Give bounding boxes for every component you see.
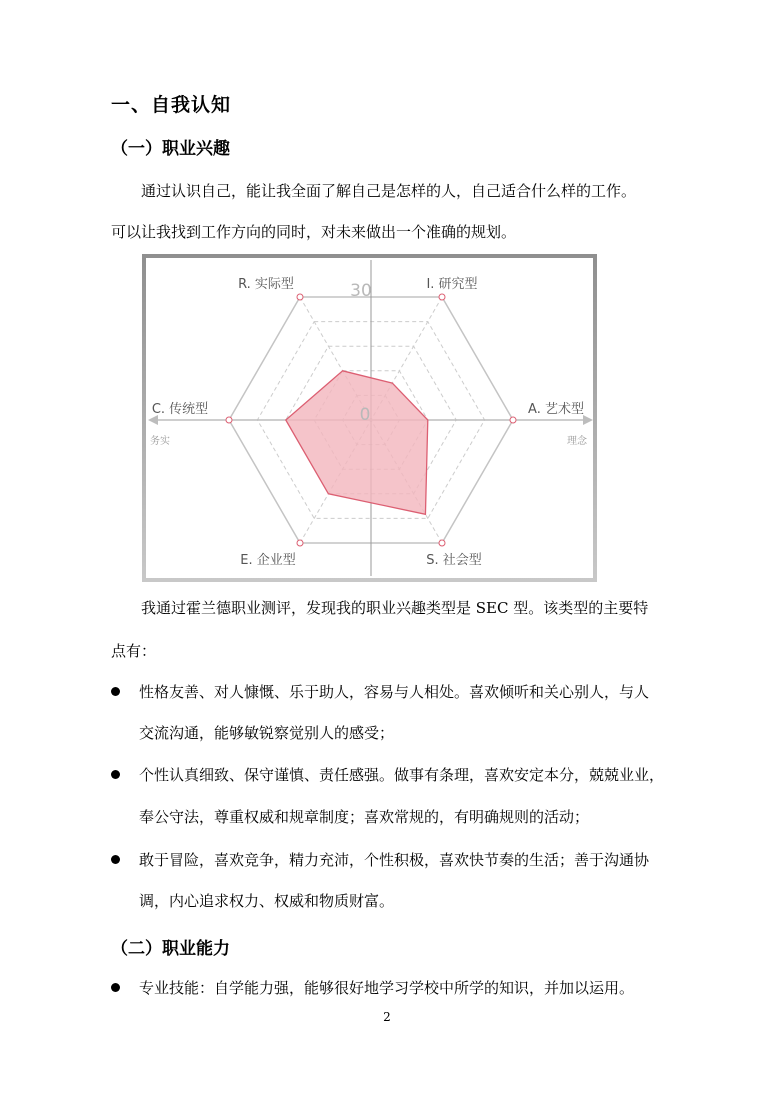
bullet-dot-2	[111, 770, 120, 779]
bullet-dot-1	[111, 687, 120, 696]
bullet-text-1-line1: 性格友善、对人慷慨、乐于助人，容易与人相处。喜欢倾听和关心别人，与人	[139, 683, 650, 701]
subsection-title-ability: （二）职业能力	[111, 939, 230, 959]
right-axis-label: 理念	[567, 436, 587, 447]
scale-max-label: 30	[350, 281, 372, 301]
bullet-text-2-line2: 奉公守法，尊重权威和规章制度；喜欢常规的，有明确规则的活动；	[139, 808, 590, 826]
section-title: 一、自我认知	[111, 94, 232, 116]
bullet-dot-4	[111, 983, 120, 992]
bullet-dot-3	[111, 855, 120, 864]
vertex-dot-5	[297, 540, 303, 546]
vertex-dot-4	[439, 540, 445, 546]
subsection-title-interest: （一）职业兴趣	[111, 139, 230, 159]
vertex-dot-6	[226, 417, 232, 423]
axis-label-s: S. 社会型	[426, 553, 482, 568]
holland-radar-chart	[142, 254, 597, 582]
bullet-text-3-line1: 敢于冒险，喜欢竞争，精力充沛，个性积极，喜欢快节奏的生活；善于沟通协	[139, 851, 650, 869]
left-axis-label: 务实	[150, 436, 170, 447]
axis-label-a: A. 艺术型	[528, 402, 584, 417]
axis-label-i: I. 研究型	[426, 277, 478, 292]
intro-paragraph-line1: 通过认识自己，能让我全面了解自己是怎样的人，自己适合什么样的工作。	[141, 182, 637, 200]
vertex-dot-2	[439, 294, 445, 300]
axis-label-r: R. 实际型	[238, 277, 294, 292]
axis-label-c: C. 传统型	[151, 402, 209, 417]
intro-paragraph-line2: 可以让我找到工作方向的同时，对未来做出一个准确的规划。	[111, 223, 517, 241]
bullet-text-1-line2: 交流沟通，能够敏锐察觉别人的感受；	[139, 724, 395, 742]
page-number: 2	[383, 1010, 391, 1024]
result-paragraph-line2: 点有：	[111, 642, 157, 660]
axis-label-e: E. 企业型	[240, 553, 296, 568]
result-paragraph-line1: 我通过霍兰德职业测评，发现我的职业兴趣类型是 SEC 型。该类型的主要特	[141, 599, 649, 617]
vertex-dot-1	[297, 294, 303, 300]
vertex-dot-3	[510, 417, 516, 423]
bullet-text-4-line1: 专业技能：自学能力强，能够很好地学习学校中所学的知识，并加以运用。	[139, 979, 635, 997]
bullet-text-2-line1: 个性认真细致、保守谨慎、责任感强。做事有条理，喜欢安定本分，兢兢业业，	[139, 766, 665, 784]
scale-min-label: 0	[359, 405, 371, 425]
bullet-text-3-line2: 调，内心追求权力、权威和物质财富。	[139, 892, 395, 910]
